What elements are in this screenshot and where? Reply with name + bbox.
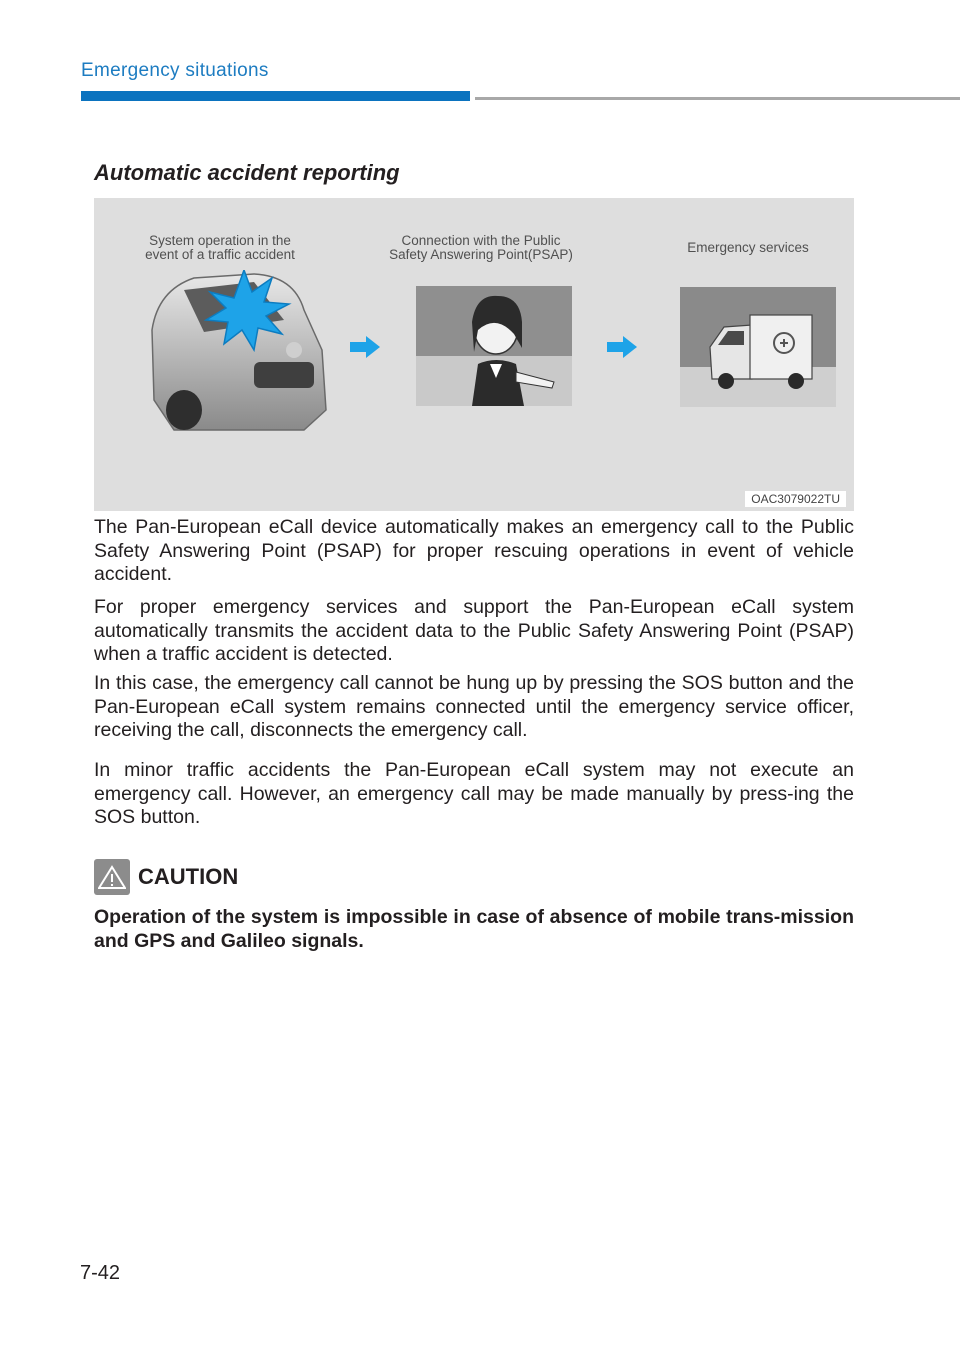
section-title: Emergency situations — [81, 60, 269, 81]
car-crash-illustration — [144, 270, 334, 440]
figure-code: OAC3079022TU — [745, 491, 846, 507]
paragraph: In minor traffic accidents the Pan-European eCall system may not execute an emergency call. However, an emergency call may be made manually by press-ing the SOS button. — [94, 759, 854, 828]
caption-psap: Connection with the Public Safety Answering Point(PSAP) — [389, 233, 573, 262]
ambulance-illustration — [680, 287, 836, 407]
arrow-right-icon — [607, 336, 637, 358]
caution-label: CAUTION — [138, 864, 239, 889]
warning-icon — [94, 859, 130, 895]
caption-emergency: Emergency services — [687, 240, 809, 255]
psap-operator-illustration — [416, 286, 572, 406]
caution-header — [94, 859, 238, 895]
paragraph: In this case, the emergency call cannot be hung up by pressing the SOS button and the Pan-European eCall system remains connected until the emergency service officer, receiving the call, disconnects the emergency call. — [94, 672, 854, 741]
arrow-right-icon — [350, 336, 380, 358]
header-rule-accent — [81, 91, 470, 101]
header-rule — [475, 97, 960, 100]
caption-accident: System operation in the event of a traffic accident — [145, 233, 295, 262]
page-number: 7-42 — [80, 1262, 121, 1284]
paragraph: For proper emergency services and support the Pan-European eCall system automatically transmits the accident data to the Public Safety Answering Point (PSAP) when a traffic accident is detected. — [94, 596, 854, 665]
page-heading: Automatic accident reporting — [94, 160, 400, 185]
paragraph: The Pan-European eCall device automatically makes an emergency call to the Public Safety Answering Point (PSAP) for proper rescuing operations in event of vehicle accident. — [94, 516, 854, 585]
caution-text: Operation of the system is impossible in case of absence of mobile trans-mission and GPS and Galileo signals. — [94, 906, 854, 952]
ecall-diagram — [94, 198, 854, 511]
